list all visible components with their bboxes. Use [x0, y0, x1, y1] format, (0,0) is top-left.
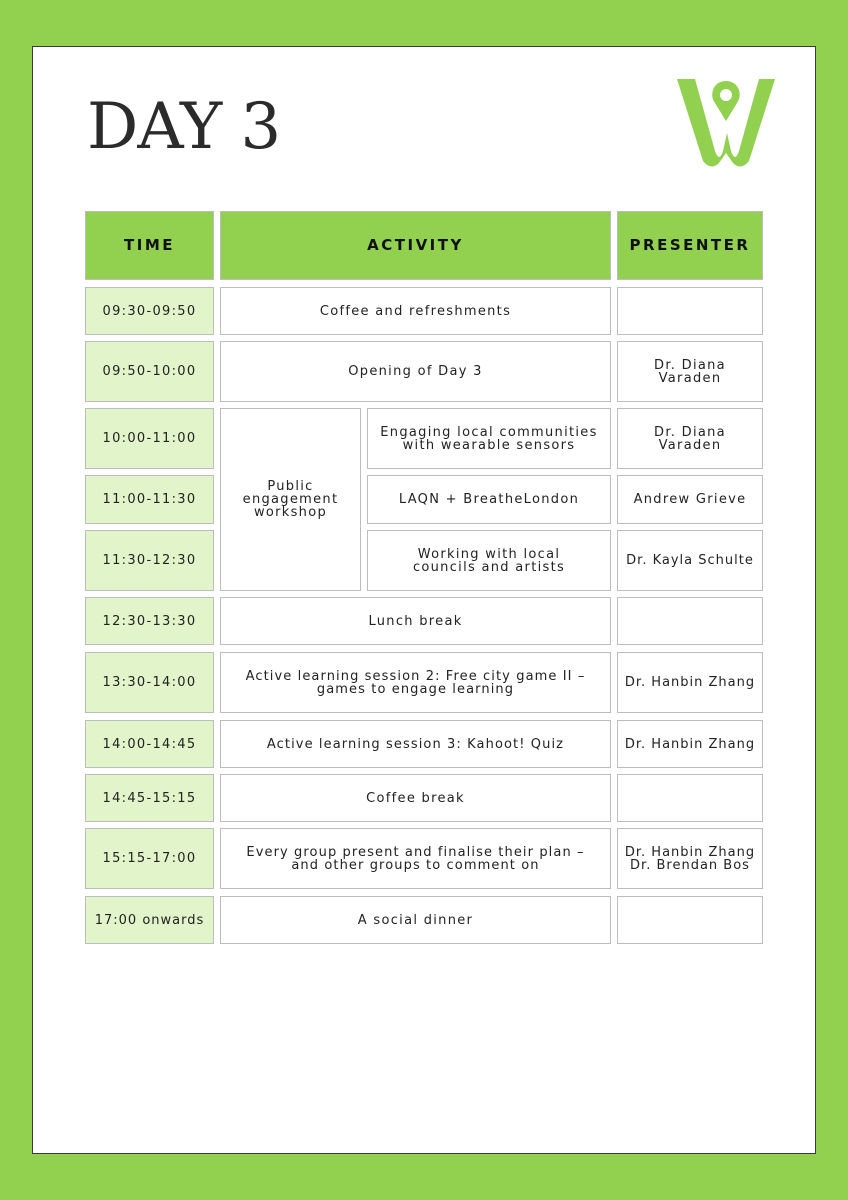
time-cell: 11:30-12:30	[85, 530, 214, 591]
presenter-cell	[617, 774, 763, 822]
presenter-cell: Dr. Hanbin Zhang	[617, 652, 763, 713]
header-presenter: PRESENTER	[617, 211, 763, 280]
activity-cell: Active learning session 3: Kahoot! Quiz	[220, 720, 611, 768]
presenter-cell: Andrew Grieve	[617, 475, 763, 524]
header-activity: ACTIVITY	[220, 211, 611, 280]
presenter-cell: Dr. Kayla Schulte	[617, 530, 763, 591]
presenter-cell: Dr. Diana Varaden	[617, 341, 763, 402]
header-time: TIME	[85, 211, 214, 280]
time-cell: 12:30-13:30	[85, 597, 214, 645]
presenter-cell: Dr. Hanbin Zhang	[617, 720, 763, 768]
time-cell: 15:15-17:00	[85, 828, 214, 889]
activity-cell: Engaging local communities with wearable sensors	[367, 408, 611, 469]
presenter-cell	[617, 287, 763, 335]
time-cell: 10:00-11:00	[85, 408, 214, 469]
workshop-label-cell: Public engagement workshop	[220, 408, 361, 591]
activity-cell: LAQN + BreatheLondon	[367, 475, 611, 524]
time-cell: 14:45-15:15	[85, 774, 214, 822]
activity-cell: Coffee break	[220, 774, 611, 822]
presenter-cell	[617, 597, 763, 645]
time-cell: 09:50-10:00	[85, 341, 214, 402]
presenter-cell	[617, 896, 763, 944]
activity-cell: Every group present and finalise their plan – and other groups to comment on	[220, 828, 611, 889]
time-cell: 14:00-14:45	[85, 720, 214, 768]
activity-cell: Lunch break	[220, 597, 611, 645]
presenter-cell: Dr. Diana Varaden	[617, 408, 763, 469]
time-cell: 13:30-14:00	[85, 652, 214, 713]
activity-cell: A social dinner	[220, 896, 611, 944]
activity-cell: Active learning session 2: Free city game II – games to engage learning	[220, 652, 611, 713]
activity-cell: Working with local councils and artists	[367, 530, 611, 591]
time-cell: 17:00 onwards	[85, 896, 214, 944]
location-pin-w-icon	[675, 75, 777, 171]
activity-cell: Coffee and refreshments	[220, 287, 611, 335]
presenter-cell: Dr. Hanbin Zhang Dr. Brendan Bos	[617, 828, 763, 889]
time-cell: 09:30-09:50	[85, 287, 214, 335]
page-title: DAY 3	[87, 90, 281, 164]
time-cell: 11:00-11:30	[85, 475, 214, 524]
activity-cell: Opening of Day 3	[220, 341, 611, 402]
